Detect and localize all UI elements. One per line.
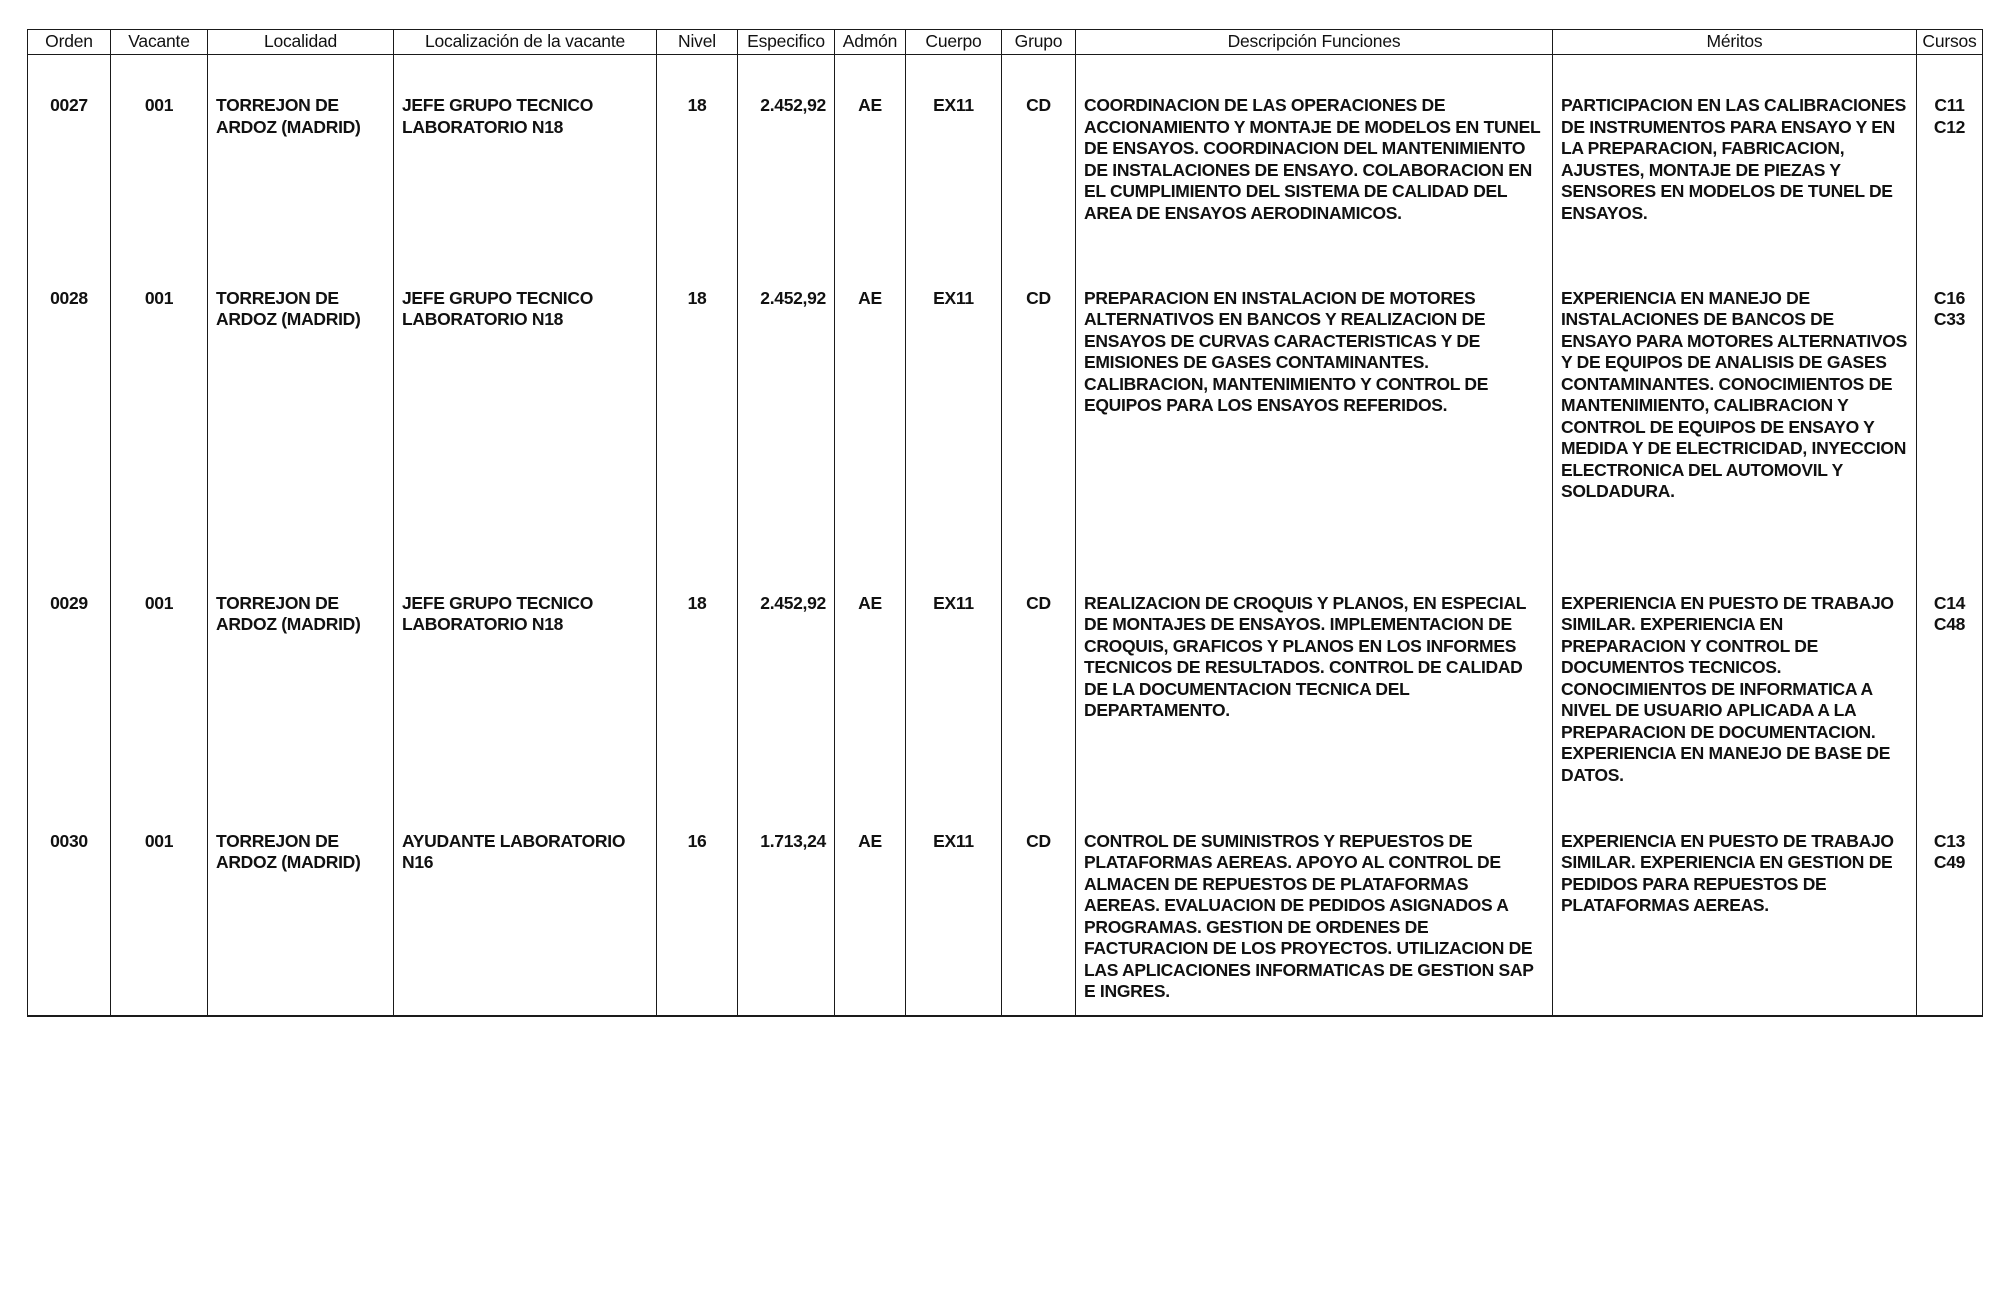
cursos-cell xyxy=(1917,55,1983,288)
table-row xyxy=(28,593,1983,831)
localizacion-cell: JEFE GRUPO TECNICO LABORATORIO N18 xyxy=(394,288,657,593)
meritos-cell: PARTICIPACION EN LAS CALIBRACIONES DE INSTRUMENTOS PARA ENSAYO Y EN LA PREPARACION, FABRICACION, AJUSTES, MONTAJE DE PIEZAS Y SENSORES EN MODELOS DE TUNEL DE ENSAYOS. xyxy=(1553,55,1917,288)
header-grupo: Grupo xyxy=(1002,30,1076,55)
localizacion-cell: JEFE GRUPO TECNICO LABORATORIO N18 xyxy=(394,55,657,288)
orden-cell: 0030 xyxy=(28,831,111,1016)
meritos-cell: EXPERIENCIA EN MANEJO DE INSTALACIONES DE BANCOS DE ENSAYO PARA MOTORES ALTERNATIVOS Y DE EQUIPOS DE ANALISIS DE GASES CONTAMINANTES. CONOCIMIENTOS DE MANTENIMIENTO, CALIBRACION Y CONTROL DE EQUIPOS DE ENSAYO Y MEDIDA Y DE ELECTRICIDAD, INYECCION ELECTRONICA DEL AUTOMOVIL Y SOLDADURA. xyxy=(1553,288,1917,593)
especifico-cell: 2.452,92 xyxy=(738,55,835,288)
localidad-cell: TORREJON DE ARDOZ (MADRID) xyxy=(208,55,394,288)
curso-code: C48 xyxy=(1933,614,1966,634)
meritos-cell: EXPERIENCIA EN PUESTO DE TRABAJO SIMILAR. EXPERIENCIA EN PREPARACION Y CONTROL DE DOCUMENTOS TECNICOS. CONOCIMIENTOS DE INFORMATICA A NIVEL DE USUARIO APLICADA A LA PREPARACION DE DOCUMENTACION. EXPERIENCIA EN MANEJO DE BASE DE DATOS. xyxy=(1553,593,1917,831)
header-meritos: Méritos xyxy=(1553,30,1917,55)
curso-code: C12 xyxy=(1933,116,1966,137)
admon-cell: AE xyxy=(835,593,906,831)
header-admon: Admón xyxy=(835,30,906,55)
header-cursos: Cursos xyxy=(1917,30,1983,55)
vacante-cell: 001 xyxy=(111,831,208,1016)
curso-code: C33 xyxy=(1933,309,1966,329)
nivel-cell: 18 xyxy=(657,593,738,831)
cursos-cell xyxy=(1917,593,1983,831)
grupo-cell: CD xyxy=(1002,288,1076,593)
descripcion-cell: COORDINACION DE LAS OPERACIONES DE ACCIONAMIENTO Y MONTAJE DE MODELOS EN TUNEL DE ENSAYOS. COORDINACION DEL MANTENIMIENTO DE INSTALACIONES DE ENSAYO. COLABORACION EN EL CUMPLIMIENTO DEL SISTEMA DE CALIDAD DEL AREA DE ENSAYOS AERODINAMICOS. xyxy=(1076,55,1553,288)
header-cuerpo: Cuerpo xyxy=(906,30,1002,55)
header-orden: Orden xyxy=(28,30,111,55)
nivel-cell: 18 xyxy=(657,55,738,288)
orden-cell: 0027 xyxy=(28,55,111,288)
especifico-cell: 2.452,92 xyxy=(738,593,835,831)
orden-cell: 0028 xyxy=(28,288,111,593)
vacancy-table xyxy=(27,29,1983,1017)
curso-code: C49 xyxy=(1933,852,1966,872)
header-especifico: Especifico xyxy=(738,30,835,55)
especifico-cell: 2.452,92 xyxy=(738,288,835,593)
cursos-cell xyxy=(1917,288,1983,593)
header-row xyxy=(28,30,1983,55)
vacante-cell: 001 xyxy=(111,55,208,288)
descripcion-cell: REALIZACION DE CROQUIS Y PLANOS, EN ESPECIAL DE MONTAJES DE ENSAYOS. IMPLEMENTACION DE CROQUIS, GRAFICOS Y PLANOS EN LOS INFORMES TECNICOS DE RESULTADOS. CONTROL DE CALIDAD DE LA DOCUMENTACION TECNICA DEL DEPARTAMENTO. xyxy=(1076,593,1553,831)
localizacion-cell: JEFE GRUPO TECNICO LABORATORIO N18 xyxy=(394,593,657,831)
orden-cell: 0029 xyxy=(28,593,111,831)
cursos-cell xyxy=(1917,831,1983,1016)
curso-code: C16 xyxy=(1933,287,1966,308)
table-row xyxy=(28,55,1983,288)
localizacion-cell: AYUDANTE LABORATORIO N16 xyxy=(394,831,657,1016)
admon-cell: AE xyxy=(835,831,906,1016)
especifico-cell: 1.713,24 xyxy=(738,831,835,1016)
header-vacante: Vacante xyxy=(111,30,208,55)
meritos-cell: EXPERIENCIA EN PUESTO DE TRABAJO SIMILAR. EXPERIENCIA EN GESTION DE PEDIDOS PARA REPUESTOS DE PLATAFORMAS AEREAS. xyxy=(1553,831,1917,1016)
nivel-cell: 18 xyxy=(657,288,738,593)
admon-cell: AE xyxy=(835,288,906,593)
admon-cell: AE xyxy=(835,55,906,288)
cuerpo-cell: EX11 xyxy=(906,593,1002,831)
localidad-cell: TORREJON DE ARDOZ (MADRID) xyxy=(208,288,394,593)
vacante-cell: 001 xyxy=(111,593,208,831)
table-row xyxy=(28,288,1983,593)
curso-code: C14 xyxy=(1933,592,1966,613)
grupo-cell: CD xyxy=(1002,55,1076,288)
grupo-cell: CD xyxy=(1002,593,1076,831)
descripcion-cell: CONTROL DE SUMINISTROS Y REPUESTOS DE PLATAFORMAS AEREAS. APOYO AL CONTROL DE ALMACEN DE REPUESTOS DE PLATAFORMAS AEREAS. EVALUACION DE PEDIDOS ASIGNADOS A PROGRAMAS. GESTION DE ORDENES DE FACTURACION DE LOS PROYECTOS. UTILIZACION DE LAS APLICACIONES INFORMATICAS DE GESTION SAP E INGRES. xyxy=(1076,831,1553,1016)
cuerpo-cell: EX11 xyxy=(906,55,1002,288)
nivel-cell: 16 xyxy=(657,831,738,1016)
header-localidad: Localidad xyxy=(208,30,394,55)
localidad-cell: TORREJON DE ARDOZ (MADRID) xyxy=(208,831,394,1016)
vacante-cell: 001 xyxy=(111,288,208,593)
cuerpo-cell: EX11 xyxy=(906,831,1002,1016)
descripcion-cell: PREPARACION EN INSTALACION DE MOTORES ALTERNATIVOS EN BANCOS Y REALIZACION DE ENSAYOS DE CURVAS CARACTERISTICAS Y DE EMISIONES DE GASES CONTAMINANTES. CALIBRACION, MANTENIMIENTO Y CONTROL DE EQUIPOS PARA LOS ENSAYOS REFERIDOS. xyxy=(1076,288,1553,593)
curso-code: C11 xyxy=(1934,95,1965,115)
header-descripcion: Descripción Funciones xyxy=(1076,30,1553,55)
curso-code: C13 xyxy=(1933,830,1966,851)
localidad-cell: TORREJON DE ARDOZ (MADRID) xyxy=(208,593,394,831)
grupo-cell: CD xyxy=(1002,831,1076,1016)
header-nivel: Nivel xyxy=(657,30,738,55)
header-localizacion: Localización de la vacante xyxy=(394,30,657,55)
table-row xyxy=(28,831,1983,1016)
cuerpo-cell: EX11 xyxy=(906,288,1002,593)
